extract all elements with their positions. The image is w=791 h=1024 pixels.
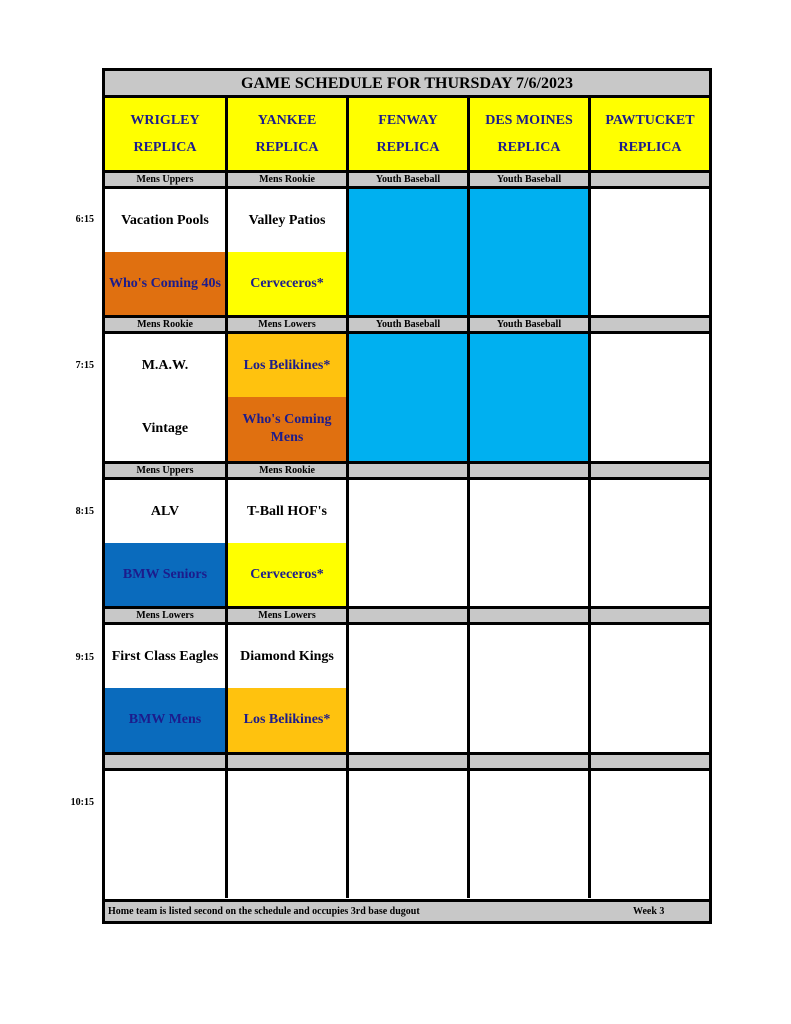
team-cell: T-Ball HOF's	[246, 503, 327, 519]
team-cell: Diamond Kings	[240, 648, 334, 664]
division-label: Mens Lowers	[136, 610, 194, 621]
division-label: Youth Baseball	[375, 319, 441, 330]
division-label: Youth Baseball	[375, 174, 441, 185]
team-cell: Who's Coming Mens	[228, 397, 346, 461]
division-label: Youth Baseball	[496, 319, 562, 330]
field-name: DES MOINES	[485, 112, 573, 128]
field-header-pawtucket	[591, 98, 709, 170]
field-type: REPLICA	[497, 139, 561, 155]
division-bar	[105, 752, 709, 771]
division-label: Mens Lowers	[258, 610, 316, 621]
division-label: Mens Rookie	[259, 174, 315, 185]
team-cell: Los Belikines*	[228, 688, 346, 752]
column-divider	[467, 98, 470, 898]
schedule-title: GAME SCHEDULE FOR THURSDAY 7/6/2023	[105, 71, 709, 98]
division-label: Mens Rookie	[259, 465, 315, 476]
team-cell: M.A.W.	[141, 357, 189, 373]
field-name: WRIGLEY	[130, 112, 200, 128]
field-header-wrigley	[105, 98, 225, 170]
column-divider	[588, 98, 591, 898]
field-type: REPLICA	[376, 139, 440, 155]
field-type: REPLICA	[618, 139, 682, 155]
youth-field-block	[349, 189, 467, 315]
division-label: Mens Lowers	[258, 319, 316, 330]
field-header-des-moines	[470, 98, 588, 170]
division-label: Mens Uppers	[136, 174, 194, 185]
team-cell: Valley Patios	[248, 212, 326, 228]
time-label: 10:15	[70, 797, 94, 808]
field-header-yankee	[228, 98, 346, 170]
team-cell: Cerveceros*	[228, 252, 346, 315]
team-cell: Los Belikines*	[228, 334, 346, 397]
field-header-fenway	[349, 98, 467, 170]
time-label: 6:15	[75, 214, 94, 225]
field-name: PAWTUCKET	[605, 112, 695, 128]
youth-field-block	[470, 334, 588, 461]
division-label: Mens Rookie	[137, 319, 193, 330]
field-type: REPLICA	[133, 139, 197, 155]
footer-bar	[105, 899, 709, 921]
field-type: REPLICA	[255, 139, 319, 155]
field-name: FENWAY	[378, 112, 438, 128]
youth-field-block	[470, 189, 588, 315]
week-label: Week 3	[633, 906, 665, 917]
time-label: 7:15	[75, 360, 94, 371]
time-label: 9:15	[75, 652, 94, 663]
division-label: Youth Baseball	[496, 174, 562, 185]
team-cell: ALV	[150, 503, 180, 519]
team-cell: Vintage	[141, 421, 189, 436]
column-divider	[225, 98, 228, 898]
column-divider	[346, 98, 349, 898]
schedule-sheet	[102, 68, 712, 924]
time-label: 8:15	[75, 506, 94, 517]
team-cell: BMW Mens	[105, 688, 225, 752]
team-cell: Vacation Pools	[121, 212, 209, 228]
division-label: Mens Uppers	[136, 465, 194, 476]
youth-field-block	[349, 334, 467, 461]
team-cell: Who's Coming 40s	[105, 252, 225, 315]
team-cell: Cerveceros*	[228, 543, 346, 606]
field-name: YANKEE	[257, 112, 317, 128]
team-cell: First Class Eagles	[111, 648, 219, 664]
team-cell: BMW Seniors	[105, 543, 225, 606]
footer-note: Home team is listed second on the schedule and occupies 3rd base dugout	[108, 906, 420, 917]
